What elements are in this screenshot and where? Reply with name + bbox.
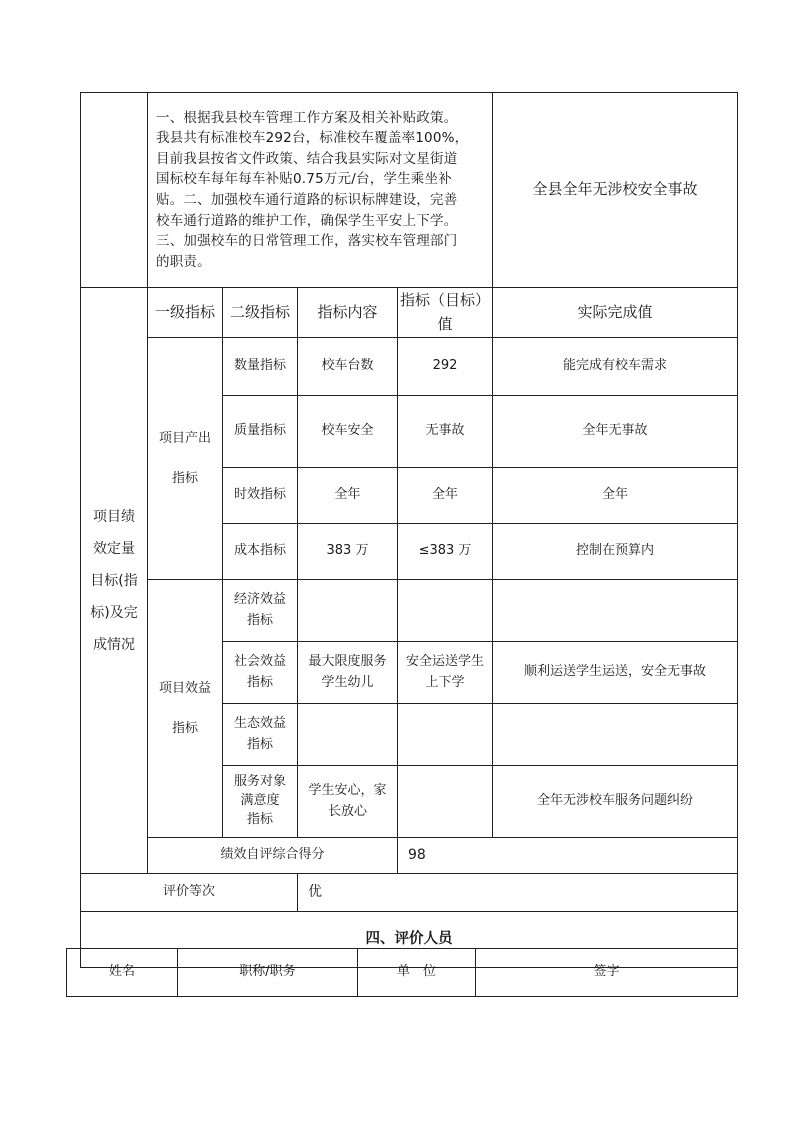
actual-cell: 顺利运送学生运送，安全无事故 xyxy=(493,642,738,704)
target-cell: ≤383 万 xyxy=(398,524,493,580)
target-cell: 292 xyxy=(398,338,493,396)
content-cell: 校车安全 xyxy=(298,396,398,468)
actual-cell: 控制在预算内 xyxy=(493,524,738,580)
evaluator-position-header: 职称/职务 xyxy=(178,949,358,997)
content-cell: 全年 xyxy=(298,468,398,524)
level2-cell: 成本指标 xyxy=(223,524,298,580)
target-cell xyxy=(398,704,493,766)
evaluators-table xyxy=(66,948,738,997)
actual-cell: 全年无涉校车服务问题纠纷 xyxy=(493,766,738,838)
section-label: 项目绩 效定量 目标(指 标)及完 成情况 xyxy=(81,288,148,874)
content-cell: 校车台数 xyxy=(298,338,398,396)
target-cell: 无事故 xyxy=(398,396,493,468)
content-cell xyxy=(298,580,398,642)
level2-cell: 数量指标 xyxy=(223,338,298,396)
actual-cell xyxy=(493,580,738,642)
performance-table xyxy=(80,92,738,968)
header-level2: 二级指标 xyxy=(223,288,298,338)
blank-cell xyxy=(81,93,148,288)
content-cell xyxy=(298,704,398,766)
header-content: 指标内容 xyxy=(298,288,398,338)
intro-text: 一、根据我县校车管理工作方案及相关补贴政策。 我县共有标准校车292台，标准校车覆盖率100%， 目前我县按省文件政策、结合我县实际对文星街道 国标校车每年每车补贴0.75万元/台，学生乘坐补 贴。二、加强校车通行道路的标识标牌建设，完善 校车通行道路的维护工作，确保学生平安上下学。 三、加强校车的日常管理工作，落实校车管理部门 的职责。 xyxy=(148,93,493,288)
target-cell: 安全运送学生 上下学 xyxy=(398,642,493,704)
evaluator-unit-header: 单 位 xyxy=(358,949,476,997)
benefit-group-label: 项目效益 指标 xyxy=(148,580,223,838)
evaluator-signature-header: 签字 xyxy=(476,949,738,997)
grade-row xyxy=(81,874,738,912)
actual-cell: 全年 xyxy=(493,468,738,524)
target-cell xyxy=(398,580,493,642)
level2-cell: 经济效益 指标 xyxy=(223,580,298,642)
actual-cell xyxy=(493,704,738,766)
actual-cell: 能完成有校车需求 xyxy=(493,338,738,396)
table-row xyxy=(81,580,738,642)
level2-cell: 服务对象 满意度 指标 xyxy=(223,766,298,838)
header-actual: 实际完成值 xyxy=(493,288,738,338)
content-cell: 学生安心，家 长放心 xyxy=(298,766,398,838)
header-row xyxy=(81,288,738,338)
table-row xyxy=(81,338,738,396)
intro-result: 全县全年无涉校安全事故 xyxy=(493,93,738,288)
actual-cell: 全年无事故 xyxy=(493,396,738,468)
grade-value: 优 xyxy=(298,874,738,912)
target-cell xyxy=(398,766,493,838)
grade-label: 评价等次 xyxy=(81,874,298,912)
intro-row xyxy=(81,93,738,288)
content-cell: 最大限度服务 学生幼儿 xyxy=(298,642,398,704)
evaluator-name-header: 姓名 xyxy=(67,949,178,997)
level2-cell: 生态效益 指标 xyxy=(223,704,298,766)
level2-cell: 时效指标 xyxy=(223,468,298,524)
target-cell: 全年 xyxy=(398,468,493,524)
score-label: 绩效自评综合得分 xyxy=(148,838,398,874)
content-cell: 383 万 xyxy=(298,524,398,580)
level2-cell: 社会效益 指标 xyxy=(223,642,298,704)
header-level1: 一级指标 xyxy=(148,288,223,338)
score-row xyxy=(81,838,738,874)
output-group-label: 项目产出 指标 xyxy=(148,338,223,580)
header-target: 指标（目标） 值 xyxy=(398,288,493,338)
evaluators-title: 四、评价人员 xyxy=(81,912,738,968)
score-value: 98 xyxy=(398,838,738,874)
level2-cell: 质量指标 xyxy=(223,396,298,468)
evaluators-header-row xyxy=(67,949,738,997)
